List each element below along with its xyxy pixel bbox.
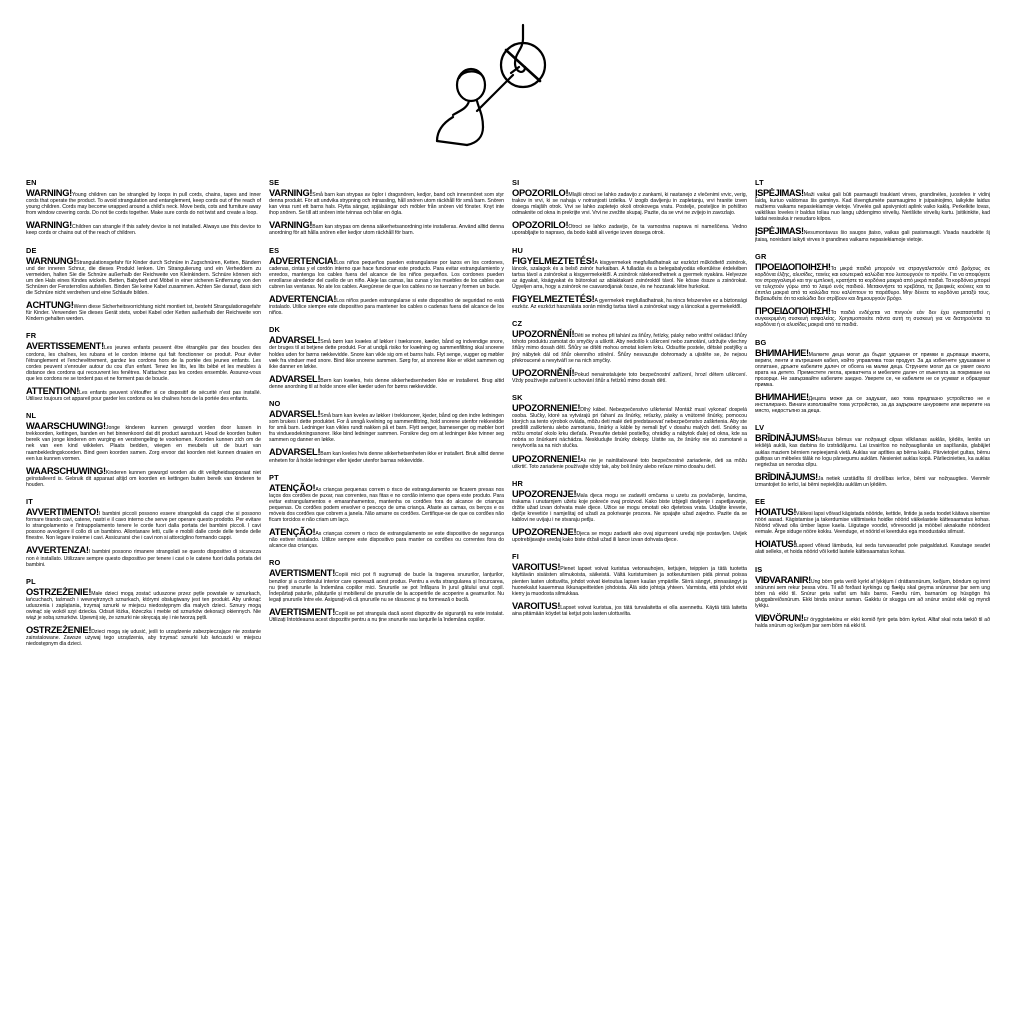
warning-paragraph xyxy=(755,575,990,609)
warning-paragraph xyxy=(26,188,261,216)
warning-body: A kisgyermekek megfulladhatnak az eszközt működtető zsinórok, láncok, szalagok és a belső zsinór hurkaiban. A fulladás és a belegabalyodás elkerülése érdekében tartsa távol a zsinórokat a kisgyermekektől. A zsinórok rátekeredhetnek a gyermek nyakára. Helyezze az ágyakat, kiságyakat és bútorokat az ablaktakaró zsinóroktól távol. Ne kösse össze a zsinórokat. Ügyeljen arra, hogy a zsinórok ne csavarodjanak össze, és ne hozzanak létre hurkokat. xyxy=(512,259,747,290)
lang-block-si xyxy=(512,178,747,237)
warning-body: Los niños pequeños pueden estrangularse por lazos en los cordones, cadenas, cintas y el cordón interno que hace funcionar este producto. Para evitar estrangulamiento y enredos, mantenga los cables fuera del alcance de los niños pequeños. Los cordones pueden enrollarse alrededor del cuello de un niño. Aleje las camas, las cunas y los muebles de los cables que cubren las ventanas. No ate los cables. Asegúrese de que los cables no se tuerzan y formen un bucle. xyxy=(269,259,504,290)
warning-paragraph xyxy=(269,188,504,216)
warning-body: Young children can be strangled by loops in pull cords, chains, tapes and inner cords that operate the product. To avoid strangulation and entanglement, keep cords out of the reach of young children. Cords may become wrapped around a child's neck. Move beds, cots and furniture away from window covering cords. Do not tie cords together. Make sure cords do not twist and create a loop. xyxy=(26,192,261,217)
warning-heading: WAARSCHUWING! xyxy=(26,465,106,476)
warning-paragraph xyxy=(26,466,261,488)
warning-paragraph xyxy=(26,341,261,382)
warning-paragraph xyxy=(26,220,261,236)
lang-code: FR xyxy=(26,331,37,341)
warning-body: Mlajši otroci se lahko zadavijo z zankami, ki nastanejo z vlečenimi vrvic, verig, trakov in vrvi, ki se nahaja v notranjosti izdelka. V izogib davljenju in zapletanju, vrvi hranite izven dosega mlajših otrok. Vrvi se lahko zapletejo okoli otrokovega vratu. Postelje, posteljice in pohištvo odmaknite od okna in prekrijte vrvi. Vrvi ne zvežite skupaj. Pazite, da se vrvi ne zvijejo in zavozlajo. xyxy=(512,192,747,217)
warning-body: Ef öryggistækinu er ekki komið fyrir geta börn kyrkst. Alltaf skal nota tækið til að halda snúrum og keðjum þar sem börn ná ekki til. xyxy=(755,617,990,630)
warning-heading: ΠΡΟΕΙΔΟΠΟΙΗΣΗ! xyxy=(755,306,831,317)
warning-body: Children can strangle if this safety device is not installed. Always use this device to keep cords or chains out of the reach of children. xyxy=(26,224,261,237)
warning-body: Ak nie je nainštalované toto bezpečnostné zariadenie, deti sa môžu uškrtiť. Toto zariadenie používajte vždy tak, aby boli šnúry alebo reťaze mimo dosahu detí. xyxy=(512,457,747,470)
warning-body: Ja netiek uzstādīta šī drošības ierīce, bērni var nožņaugties. Vienmēr izmantojiet šo ierīci, lai bērni nepiekļūtu auklām un ķēdēm. xyxy=(755,475,990,488)
warning-body: Малките деца могат да бъдат удушени от примки в дърпащи въжета, вериги, ленти и вътрешния кабел, който управлява този продукт. За да избегнете удушаване и оплитане, дръжте кабелите далеч от обсега на малки деца. Струните могат да се увият около врата на детето. Преместете легла, креватчета и мебелите далеч от въжетата за покриване на прозорци. Не завързвайте кабелите заедно. Уверете се, че кабелите не се усукват и образуват примка. xyxy=(755,351,990,388)
warning-body: Strangulationsgefahr für Kinder durch Schnüre in Zugschnüren, Ketten, Bändern und der inneren Schnur, die dieses Produkt lenken. Um Strangulierung und ein Verheddern zu vermeiden, halten Sie die Schnüre außerhalb der Reichweite von Kleinkindern. Schnüre können sich um den Hals eines Kindes wickeln. Betten, Babybett und Möbel in einer sicheren Entfernung von den Schnüren der Fensterrollos aufstellen. Binden Sie keine Kabel zusammen. Achten Sie darauf, dass sich die Schnüre nicht verdrehen und eine Schlaufe bilden. xyxy=(26,259,261,297)
lang-code: BG xyxy=(755,337,767,347)
warning-paragraph xyxy=(755,472,990,488)
lang-block-pl xyxy=(26,577,261,648)
warning-heading: WARNUNG! xyxy=(26,255,77,266)
warning-heading: AVVERTENZA! xyxy=(26,545,89,556)
language-columns xyxy=(26,178,1001,657)
warning-body: Děti se mohou při tahání za šňůry, řetízky, pásky nebo vnitřní ovládací šňůry tohoto produktu zamotat do smyčky a uškrtit. Aby nedošlo k uškrcení nebo zamotání, udržujte všechny šňůry mimo dosah dětí. Šňůry se dítěti mohou omotat kolem krku. Odsuňte postele, dětské postýlky a jiný nábytek dál od šňůr okenního stínění. Šňůry nesvazujte dohromady a ujistěte se, že nejsou překroucené a nevytváří se na nich smyčky. xyxy=(512,333,747,364)
pictogram-svg xyxy=(397,23,627,163)
warning-body: Børn kan kvæles, hvis denne sikkerhedsenheden ikke er installeret. Brug altid denne anordning til at holde snore eller kæder uden for børns rækkevidde. xyxy=(269,377,504,390)
warning-body: Los niños pueden estrangularse si este dispositivo de seguridad no está instalado. Utilice siempre este dispositivo para mantener los cables o cadenas fuera del alcance de los niños. xyxy=(269,298,504,317)
warning-paragraph xyxy=(512,562,747,596)
warning-paragraph xyxy=(26,545,261,567)
warning-body: Pokud nenainstalujete toto bezpečnostní zařízení, hrozí dětem uškrcení. Vždy používejte zařízení k uchování šňůr a řetízků mimo dosah dětí. xyxy=(512,371,747,384)
warning-heading: ATENÇÃO! xyxy=(269,482,316,493)
warning-body: Jonge kinderen kunnen gewurgd worden door lussen in trekkoorden, kettingen, banden en het binnenkoord dat dit product aanstuurt. Houd de koorden buiten bereik van jonge kinderen om wurging en verstrengeling te voorkomen. Koorden kunnen zich om de nek van een kind wikkelen. Plaats bedden, wiegen en meubels uit de buurt van raambekledingskoorden. Bind geen koorden samen. Zorg ervoor dat koorden niet kunnen draaien en een lus kunnen vormen. xyxy=(26,425,261,462)
warning-heading: WAARSCHUWING! xyxy=(26,421,106,432)
warning-body: Små barn kan strypas av öglor i dragsnören, kedjor, band och innersnöret som styr denna produkt. För att undvika strypning och intrassling, håll snören utom räckhåll för små barn. Snören kan viras runt ett barns hals. Flytta sängar, spjälsängar och möbler från snören vid fönster. Knyt inte ihop snören. Se till att snören inte tvinnas och bilar en ögla. xyxy=(269,192,504,217)
lang-block-cz xyxy=(512,319,747,384)
lang-block-gr xyxy=(755,252,990,329)
lang-code: ES xyxy=(269,245,280,255)
warning-paragraph xyxy=(26,587,261,621)
warning-body: Djeca se mogu zadaviti ako ovaj sigurnosni uređaj nije postavljen. Uvijek upotrebljavajte uređaj kako biste držali užad ili lance izvan dohvata djece. xyxy=(512,531,747,544)
warning-heading: OPOZORILO! xyxy=(512,188,569,198)
warning-paragraph xyxy=(512,188,747,216)
warning-heading: UPOZORNENIE! xyxy=(512,402,581,413)
warning-paragraph xyxy=(512,601,747,617)
warning-paragraph xyxy=(269,607,504,623)
warning-paragraph xyxy=(512,256,747,290)
column-4 xyxy=(755,178,998,657)
lang-block-sk xyxy=(512,393,747,470)
warning-heading: UPOZORENJE! xyxy=(512,488,577,499)
lang-code: PT xyxy=(269,472,279,482)
warning-paragraph xyxy=(26,625,261,647)
warning-heading: OPOZORILO! xyxy=(512,220,569,231)
lang-code: HR xyxy=(512,478,524,488)
warning-paragraph xyxy=(26,256,261,297)
warning-heading: ВНИМАНИЕ! xyxy=(755,347,809,358)
warning-paragraph xyxy=(26,507,261,541)
warning-paragraph xyxy=(755,507,990,535)
warning-body: Ung börn geta verið kyrkt af lykkjum í dráttarsnúrum, keðjum, böndum og innri snúrunni sem rekur þessa vöru. Til að forðast kyrkingu og flækju skal geyma snúrunnar þar sem ung börn ná ekki til. Snúrur geta vafist um háls barns. Færðu rúm, barnarúm og húsgögn frá gluggabreiðsnúrum. Ekki binda snúrur saman. Gakktu úr skugga um að snúrur snúist ekki og myndi lykkju. xyxy=(755,578,990,609)
warning-paragraph xyxy=(269,335,504,369)
lang-code: EE xyxy=(755,497,766,506)
warning-paragraph xyxy=(512,403,747,450)
lang-code: FI xyxy=(512,552,519,562)
warning-paragraph xyxy=(269,483,504,524)
lang-code: NO xyxy=(269,398,281,408)
warning-heading: BRĪDINĀJUMS! xyxy=(755,471,818,482)
warning-body: Otroci se lahko zadavijo, če ta varnostna naprava ni nameščena. Vedno uporabljajte to napravo, da bodo kabli ali verige izven dosega otrok. xyxy=(512,224,747,237)
warning-body: Les enfants peuvent s'étouffer si ce dispositif de sécurité n'est pas installé. Utilisez toujours cet appareil pour garder les cordons ou les chaînes hors de la portée des enfants. xyxy=(26,389,261,403)
column-3 xyxy=(512,178,755,657)
lang-code: LV xyxy=(755,423,765,433)
warning-body: Nesumontavus šio saugos įtaiso, vaikas gali pasismaugti. Visada naudokite šį įtaisą, norėdami laikyti virves ir grandines vaikams nepasiekiamoje vietoje. xyxy=(755,230,990,243)
lang-block-pt xyxy=(269,473,504,550)
warning-heading: WARNING! xyxy=(26,220,73,231)
lang-code: GR xyxy=(755,251,767,261)
warning-body: I bambini piccoli possono essere strangolati da cappi che si possono formare tirando cavi, catene, nastri e il cavo interno che serve per operare questo prodotto. Per evitare lo strangolamento e l'intrappolamento tenere le corde fuori dalla portata dei bambini piccoli. I cavi possono avvolgere il collo di un bambino. Allontanare letti, culle e mobili dalle corde delle tende delle finestre. Non legare insieme i cavi. Assicurarsi che i cavi non si attorciglino formando cappi. xyxy=(26,511,261,542)
warning-heading: ADVERTENCIA! xyxy=(269,255,337,266)
lang-block-es xyxy=(269,246,504,317)
warning-paragraph xyxy=(269,409,504,443)
warning-paragraph xyxy=(269,527,504,549)
warning-paragraph xyxy=(269,294,504,316)
warning-heading: ВНИМАНИЕ! xyxy=(755,392,809,403)
warning-paragraph xyxy=(755,433,990,467)
lang-code: IT xyxy=(26,497,33,506)
warning-paragraph xyxy=(269,256,504,290)
warning-heading: UPOZORENJE! xyxy=(512,527,577,538)
warning-heading: AVERTISMENT! xyxy=(269,606,336,617)
warning-body: Τα μικρά παιδιά μπορούν να στραγγαλιστούν από βρόχους σε κορδόνια έλξης, αλυσίδες, ταινίες και εσωτερικά καλώδια που λειτουργούν το προϊόν. Για να αποφύγετε τον στραγγαλισμό και την εμπλοκή, κρατήστε τα κορδόνια μακριά από μικρά παιδιά. Τα κορδόνια μπορεί να τυλιχτούν γύρω από το λαιμό ενός παιδιού. Μετακινήστε τα κρεβάτια, τις βρεφικές κούνιες και τα έπιπλα μακριά από τα καλώδια που καλύπτουν το παράθυρο. Μην δένετε τα κορδόνια μεταξύ τους. Βεβαιωθείτε ότι τα καλώδια δεν στρίβουν και δημιουργούν βρόχο. xyxy=(755,265,990,303)
warning-body: Mazus bērnus var nožņaugt cilpas vilkšanas auklās, ķēdēs, lentēs un iekšējā auklā, kas darbina šo izstrādājumu. Lai izvairītos no nožņaugšanās un sapīšanās, glabājiet auklas maziem bērniem nepieejamā vietā. Auklas var aptīties ap bērna kaklu. Pārvietojiet gultas, bērnu gultiņas un mēbeles tālāk no logu pārsegumu auklām. Nesieniet auklas kopā. Pārliecinieties, ka auklas negriežas un nerodas cilpu. xyxy=(755,437,990,468)
warning-heading: AVERTISSEMENT! xyxy=(26,341,104,352)
lang-code: SE xyxy=(269,178,280,187)
warning-paragraph xyxy=(755,392,990,414)
warning-heading: OSTRZEŻENIE! xyxy=(26,625,92,636)
warning-paragraph xyxy=(512,368,747,384)
warning-body: Dlhý kábel. Nebezpečenstvo uškrtenia! Montáž musí vykonať dospelá osoba. Slučky, ktoré sa vytvárajú pri ťahaní za šnúrky, reťazky, pásky a vnútorné šnúrky, pomocou ktorých sa tento výrobok ovláda, môžu deti malé deti predstavovať nebezpečenstvo zaškrtenia. Aby ste predišli zaškrteniu alebo zamotaniu, šnúrky a káble by nemali byť v dosahu malých detí. Snúrky sa môžu omotať okolo krku dieťaťa. Presuňte detské postieľky, ohrádky a nábytok ďalej od okna, kde sa nobria so šnúrkami náchádza. Neskludujte šnúrky dokopy. Uistite sa, že šnúrky nie sú zamotané a nevytvorila sa na nich slučka. xyxy=(512,406,747,450)
lang-block-it xyxy=(26,497,261,568)
warning-paragraph xyxy=(269,568,504,602)
warning-paragraph xyxy=(512,294,747,310)
warning-heading: ADVARSEL! xyxy=(269,408,321,419)
warning-heading: VARNING! xyxy=(269,220,313,231)
lang-block-is xyxy=(755,565,990,630)
warning-heading: VAROITUS! xyxy=(512,562,561,573)
warning-heading: UPOZORNĚNÍ! xyxy=(512,367,575,378)
lang-block-se xyxy=(269,178,504,237)
child-strangulation-hazard-pictogram xyxy=(0,18,1024,168)
warning-body: Wenn diese Sicherheitsvorrichtung nicht montiert ist, besteht Strangulationsgefahr für Kinder. Verwenden Sie dieses Gerät stets, wobei Kabel oder Ketten außerhalb der Reichweite von Kindern gehalten werden. xyxy=(26,304,261,323)
warning-heading: ATENÇÃO! xyxy=(269,527,316,538)
warning-heading: VAROITUS! xyxy=(512,600,561,611)
warning-heading: HOIATUS! xyxy=(755,539,797,550)
warning-body: Децата може да се задушат, ако това предпазно устройство не е инсталирано. Винаги използвайте това устройство, за да задържате шнуровете или веригите на място, недостъпно за деца. xyxy=(755,396,990,415)
lang-code: RO xyxy=(269,558,281,568)
lang-block-en xyxy=(26,178,261,237)
warning-paragraph xyxy=(269,447,504,463)
warning-body: Barn kan kveles hvis denne sikkerhetsenheten ikke er installert. Bruk alltid denne enheten for å holde ledninger eller kjeder utenfor barnas rekkevidde. xyxy=(269,451,504,464)
warning-paragraph xyxy=(512,329,747,363)
warning-paragraph xyxy=(755,188,990,222)
warning-heading: VARNING! xyxy=(269,188,313,198)
warning-heading: ADVARSEL! xyxy=(269,335,321,346)
warning-heading: ΠΡΟΕΙΔΟΠΟΙΗΣΗ! xyxy=(755,261,831,272)
lang-code: DE xyxy=(26,245,37,255)
warning-heading: ADVARSEL! xyxy=(269,447,321,458)
warning-body: Små børn kan kvæles af løkker i træksnore, kæder, bånd og indvendige snore, der bruges til at betjene dette produkt. For at undgå risiko for kvælning og sammenfiltring skal snorene holdes uden for børns rækkevidde. Snore kan vikle sig om et barns hals. Flyt senge, vugger og møbler væk fra vinduer med snore. Bind ikke snorene sammen. Sørg for, at snorene ikke er viklet sammen og ikke danner en løkke. xyxy=(269,339,504,370)
warning-body: Les jeunes enfants peuvent être étranglés par des boucles des cordons, les chaînes, les rubans et le cordon interne qui fait fonctionner ce produit. Pour éviter l'étranglement et l'enchevêtrement, gardez les cordons hors de la portée des jeunes enfants. Les cordes peuvent s'enrouler autour du cou d'un enfant. Tenez les lits, les lits bébé et les meubles à distance des cordons qui recouvrent les fenêtres. N'attachez pas les cordes ensemble. Assurez-vous que les cordons ne se tordent pas et ne forment pas de boucle. xyxy=(26,345,261,382)
lang-block-fi xyxy=(512,552,747,617)
warning-body: Mala djeca mogu se zadaviti omčama u uzetu za povlačenje, lancima, trakama i unutarnjem užetu koje pokreće ovaj proizvod. Kako biste izbjegli davljenje i zapetljavanje, držite užad izvan dohvata male djece. Užice se mogu omotati oko djetetova vrata. Udaljite krevete, dječje krevetiće i namještaj od užadi za pokrivanje prozora. Ne spajajte užad zajedno. Pazite da se kablovi ne uvijaju i ne stvaraju petlju. xyxy=(512,492,747,524)
warning-body: Kinderen kunnen gewurgd worden als dit veiligheidsapparaat niet geïnstalleerd is. Gebruik dit apparaat altijd om koorden en kettingen buiten bereik van kinderen te houden. xyxy=(26,469,261,488)
lang-block-hr xyxy=(512,479,747,544)
warning-body: Lapsed võivad lämbuda, kui seda turvaseadist pole paigaldatud. Kasutage seadet alati selleks, et hoida nöörid või ketid lastele kättesaamatus kohas. xyxy=(755,543,990,556)
warning-paragraph xyxy=(512,527,747,543)
lang-block-nl xyxy=(26,411,261,488)
warning-heading: UPOZORNENIE! xyxy=(512,453,581,464)
warning-heading: ATTENTION! xyxy=(26,385,80,396)
lang-block-ee xyxy=(755,497,990,556)
warning-paragraph xyxy=(512,220,747,236)
warning-paragraph xyxy=(755,539,990,555)
warning-heading: AVERTISMENT! xyxy=(269,568,336,579)
warning-body: Copiii se pot strangula dacă acest dispozitiv de siguranță nu este instalat. Utilizați întotdeauna acest dispozitiv pentru a nu ține snururile sau lanțurile la îndemâna copiilor. xyxy=(269,610,504,624)
lang-code: IS xyxy=(755,564,763,574)
warning-body: Barn kan strypas om denna säkerhetsanordning inte installeras. Använd alltid denna anordning för att hålla snören eller kedjor utom räckhåll för barn. xyxy=(269,224,504,237)
warning-paragraph xyxy=(512,454,747,470)
lang-code: PL xyxy=(26,576,36,586)
warning-paragraph xyxy=(512,489,747,523)
warning-body: Väikesi lapsi võivad kägistada nööride, kettide, lintide ja seda toodet käitava sisemise nööri aasad. Kägistamise ja takerdumise vältimiseks hoidke nöörid väikelastele kättesaamatus kohas. Nöörid võivad olla ümber lapse kaela. Liigutage voodid, võrevoodid ja mööbel aknakatte nööridest eemale. Ärge siduge nööre kokku. Veenduge, et nöörid ei keerduks ega moodustaks silmust. xyxy=(755,511,990,536)
lang-code: DK xyxy=(269,325,281,335)
lang-block-ro xyxy=(269,558,504,623)
warning-body: A gyermekek megfulladhatnak, ha nincs felszerelve ez a biztonsági eszköz. Az eszközt használata során mindig tartsa távol a zsinórokat vagy a láncokat a gyermekektől. xyxy=(512,298,747,311)
warning-body: I bambini possono rimanere strangolati se questo dispositivo di sicurezza non è installato. Utilizzare sempre questo dispositivo per tenere i cavi o le catene fuori dalla portata dei bambini. xyxy=(26,549,261,568)
warning-heading: FIGYELMEZTETÉS! xyxy=(512,255,595,266)
lang-code: CZ xyxy=(512,319,523,329)
warning-heading: VIÐVÖRUN! xyxy=(755,613,804,624)
warning-heading: ĮSPĖJIMAS! xyxy=(755,188,804,198)
warning-body: Lapset voivat kuristua, jos tätä turvalaitetta ei olla asennettu. Käytä tätä laitetta aina pitämään köydet tai ketjut pois lasten ulottuvilta. xyxy=(512,604,747,617)
warning-heading: ADVERTENCIA! xyxy=(269,294,337,305)
warning-body: As crianças correm o risco de estrangulamento se este dispositivo de segurança não estiver instalado. Utilize sempre este dispositivo para manter os cordões ou correntes fora do alcance das crianças. xyxy=(269,531,504,550)
column-2 xyxy=(269,178,512,657)
lang-block-dk xyxy=(269,325,504,390)
warning-paragraph xyxy=(26,300,261,322)
warning-body: Τα παιδιά ενδέχεται να πνιγούν εάν δεν έχει εγκατασταθεί η συγκεκριμένη συσκευή ασφαλείας. Χρησιμοποιείτε πάντα αυτή τη συσκευή για να διατηρούνται τα κορδόνια ή οι αλυσίδες μακριά από τα παιδιά. xyxy=(755,310,990,329)
warning-heading: UPOZORNĚNÍ! xyxy=(512,329,575,340)
lang-code: SI xyxy=(512,178,520,187)
warning-body: Små barn kan kveles av løkker i trekksnorer, kjeder, bånd og den indre ledningen som brukes i dette produktet. For å unngå kvelning og sammenfiltring, hold snorene utenfor rekkevidde for små barn. Ledninger kan vikles rundt nakken på et barn. Flytt senger, barnesenger og møbler bort fra vinduesdekningssnorer. Ikke bind ledninger sammen. Forsikre deg om at ledninger ikke tvinner seg sammen og danner en løkke. xyxy=(269,412,504,444)
lang-block-bg xyxy=(755,338,990,415)
warning-heading: VIÐVARANIR! xyxy=(755,574,811,585)
warning-heading: FIGYELMEZTETÉS! xyxy=(512,294,595,305)
warning-paragraph xyxy=(26,386,261,402)
warning-body: As crianças pequenas correm o risco de estrangulamento se ficarem presas nos laços dos cordões de puxar, nas correntes, nas fitas e no cordão interno que opera este produto. Para evitar estrangulamentos e emaranhamentos, mantenha os cordões fora do alcance de crianças pequenas. Os cordões podem envolver o pescoço de uma criança. Afaste as camas, os berços e os móveis dos cordões que cobrem a janela. Não amarre os cordões. Certifique-se de que os cordões não ficam torcidos e não criam um laço. xyxy=(269,486,504,524)
warning-paragraph xyxy=(755,306,990,328)
warning-heading: OSTRZEŻENIE! xyxy=(26,586,92,597)
warning-heading: ĮSPĖJIMAS! xyxy=(755,226,804,237)
lang-code: NL xyxy=(26,411,37,421)
warning-paragraph xyxy=(755,226,990,242)
warning-body: Małe dzieci mogą zostać uduszone przez pętle powstałe w sznurkach, łańcuchach, taśmach i wewnętrznych sznurkach, którymi obsługiwany jest ten produkt. Aby uniknąć uduszenia i zaplątania, trzymaj sznurki w miejscu niedostępnym dla małych dzieci. Sznury mogą owinąć się wokół szyi dziecka. Odsuń łóżka, łóżeczka i meble od sznurków dekoracji okiennych. Nie wiąż je sobą sznurków. Upewnij się, że sznurki nie skręcają się i nie tworzą pętli. xyxy=(26,590,261,622)
column-1 xyxy=(26,178,269,657)
lang-code: HU xyxy=(512,245,524,255)
lang-code: EN xyxy=(26,178,37,187)
warning-heading: BRĪDINĀJUMS! xyxy=(755,433,818,444)
warning-heading: AVVERTIMENTO! xyxy=(26,507,99,517)
warning-heading: ADVARSEL! xyxy=(269,373,321,384)
warning-paragraph xyxy=(755,262,990,303)
lang-code: LT xyxy=(755,178,764,187)
warning-body: Pienet lapset voivat kuristua vetonauhojen, ketjujen, teippien ja tätä tuotetta käyttävän sisäisten silmukoista, säikeistä. Vältä kuristumisen ja sotkeutumisen pidä pinnat poissa pienten lasten ulottuvilta, johdot voivat kietoutua lapsen kaulan ympärille. Siirrä sängyt, pinnasängyt ja huonekalut kauemmas ikkunapeitteiden johdoista. Älä sido johtoja yhteen. Varmista, että johdot eivät kierry ja muodosta silmukkaa. xyxy=(512,566,747,597)
warning-heading: HOIATUS! xyxy=(755,507,797,517)
warning-paragraph xyxy=(269,374,504,390)
lang-block-lt xyxy=(755,178,990,243)
lang-block-lv xyxy=(755,423,990,488)
warning-paragraph xyxy=(755,613,990,629)
warning-paragraph xyxy=(26,421,261,462)
warning-paragraph xyxy=(269,220,504,236)
warning-body: Dzieci mogą się udusić, jeśli to urządzenie zabezpieczające nie zostanie zainstalowane. Zawsze używaj tego urządzenia, aby trzymać sznurki lub łańcuszki w miejscu niedostępnym dla dzieci. xyxy=(26,629,261,648)
warning-paragraph xyxy=(755,348,990,389)
warning-body: Maži vaikai gali būti pasmaugti traukiant virves, grandinėles, juosteles ir vidinį laidą, kuriuo valdomas šis gaminys. Kad išvengtumėte pasmaugimo ir įsipainiojimo, laikykite laidus mažiems vaikams nepasiekiamoje vietoje. Virvelės gali apsivynioti aplink vaiko kaklą. Perkelkite lovas, vaikiškas loveles ir baldus toliau nuo langų uždengimo virvelių. Neriškite virvelių kartu. Įsitikinkite, kad laidai nesisuka ir nesudaro kilpos. xyxy=(755,192,990,223)
lang-block-fr xyxy=(26,331,261,402)
warning-heading: WARNING! xyxy=(26,188,73,198)
lang-code: SK xyxy=(512,392,523,402)
lang-block-hu xyxy=(512,246,747,311)
warning-heading: ACHTUNG! xyxy=(26,300,74,311)
lang-block-no xyxy=(269,399,504,464)
lang-block-de xyxy=(26,246,261,323)
warning-body: Copiii mici pot fi sugrumați de bucle la tragerea snururilor, lanțurilor, benzilor și a cordonului interior care operează acest produs. Pentru a evita strangularea și încurcarea, nu țineți snururile la îndemâna copiilor mici. Snururile se pot înfășura în jurul gâtului unui copil. Îndepărtați paturile, pătuțurile și mobilierul de șnururile de la acoperirile de acoperire a geamurilor. Nu legați șnururile între ele. Asigurați-vă că șnururile nu se răsucesc și nu formează o buclă. xyxy=(269,572,504,603)
